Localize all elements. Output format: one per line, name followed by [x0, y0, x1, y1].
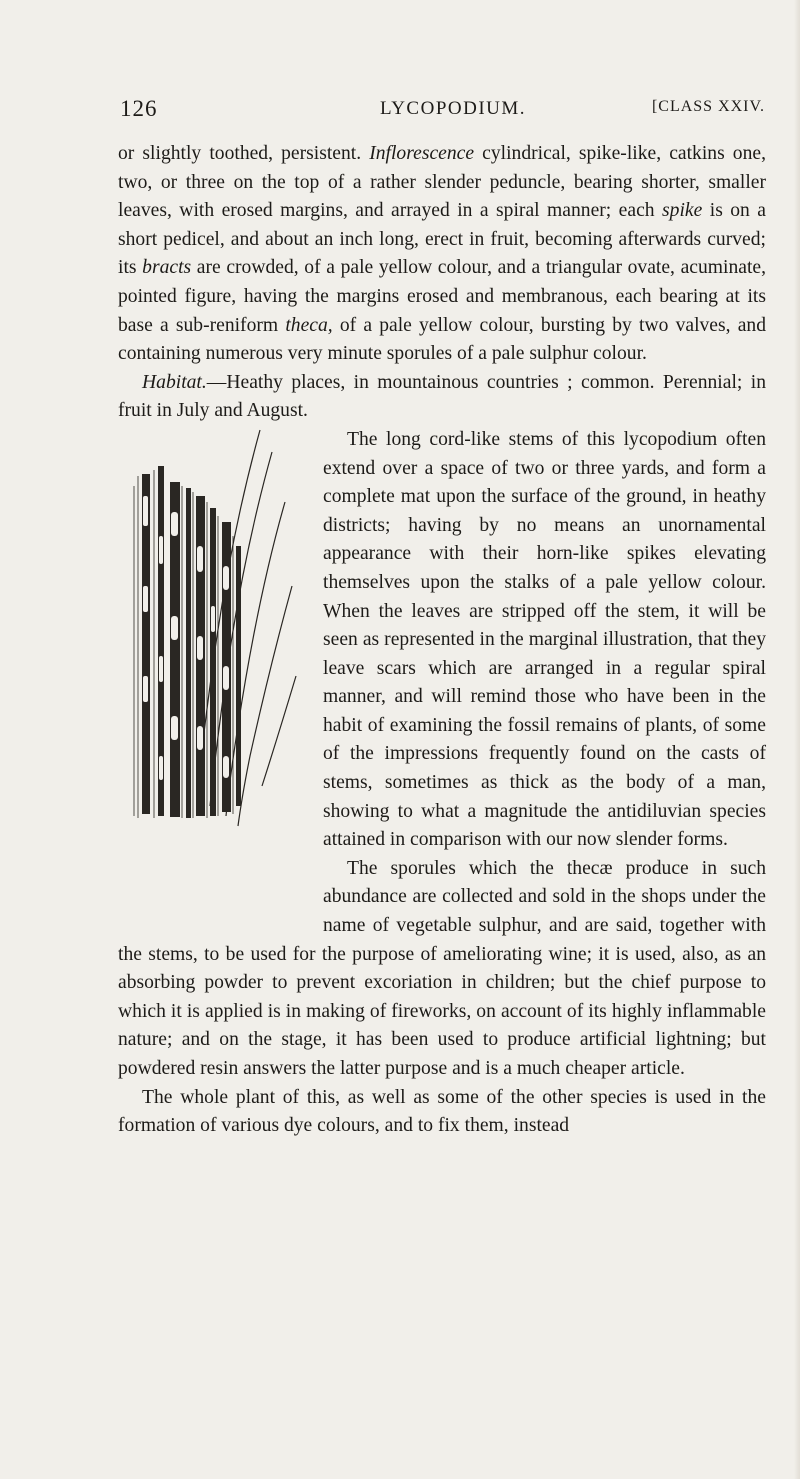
- page-number: 126: [120, 96, 158, 121]
- stem-illustration: [110, 426, 315, 916]
- class-reference: [CLASS XXIV.: [651, 98, 765, 115]
- page-edge-shadow: [794, 0, 800, 1479]
- paragraph-dye: The whole plant of this, as well as some of the other species is used in the formation of various dye colours, and to fix them, instead: [118, 1086, 766, 1137]
- paragraph-stems: The long cord-like stems of this lycopodium often extend over a space of two or three yards, and form a complete mat upon the surface of the ground, in heathy districts; having by no means an unornamental appearance with their horn-like spikes elevating themselves upon the stalks of a pale yellow colour. When the leaves are stripped off the stem, it will be seen as represented in the marginal illustration, that they leave scars which are arranged in a regular spiral manner, and will remind those who have been in the habit of examining the fossil remains of plants, of some of the impressions frequently found on the casts of stems, sometimes as thick as the body of a man, showing to what a magnitude the antidiluvian species attained in comparison with our now slender forms.: [323, 428, 766, 851]
- paragraph-habitat: Habitat.—Heathy places, in mountainous countries ; common. Perennial; in fruit in July and August.: [118, 371, 766, 422]
- running-header: [120, 96, 765, 126]
- running-title: LYCOPODIUM.: [380, 98, 527, 119]
- stem-scars-engraving: [110, 426, 315, 916]
- body-text: [118, 140, 766, 1141]
- paragraph-sporules: The sporules which the thecæ produce in such abundance are collected and sold in the shops under the name of vegetable sulphur, and are said, together with the stems, to be used for the purpose of ameliorating wine; it is used, also, as an absorbing powder to prevent excoriation in children; but the chief purpose to which it is applied is in making of fireworks, on account of its highly inflammable nature; and on the stage, it has been used to produce artificial lightning; but powdered resin answers the latter purpose and is a much cheaper article.: [118, 857, 766, 1079]
- paragraph-description: or slightly toothed, persistent. Inflorescence cylindrical, spike-like, catkins one, two, or three on the top of a rather slender peduncle, bearing shorter, smaller leaves, with erosed margins, and arrayed in a spiral manner; each spike is on a short pedicel, and about an inch long, erect in fruit, becoming afterwards curved; its bracts are crowded, of a pale yellow colour, and a triangular ovate, acuminate, pointed figure, having the margins erosed and membranous, each bearing at its base a sub-reniform theca, of a pale yellow colour, bursting by two valves, and containing numerous very minute sporules of a pale sulphur colour.: [118, 143, 767, 365]
